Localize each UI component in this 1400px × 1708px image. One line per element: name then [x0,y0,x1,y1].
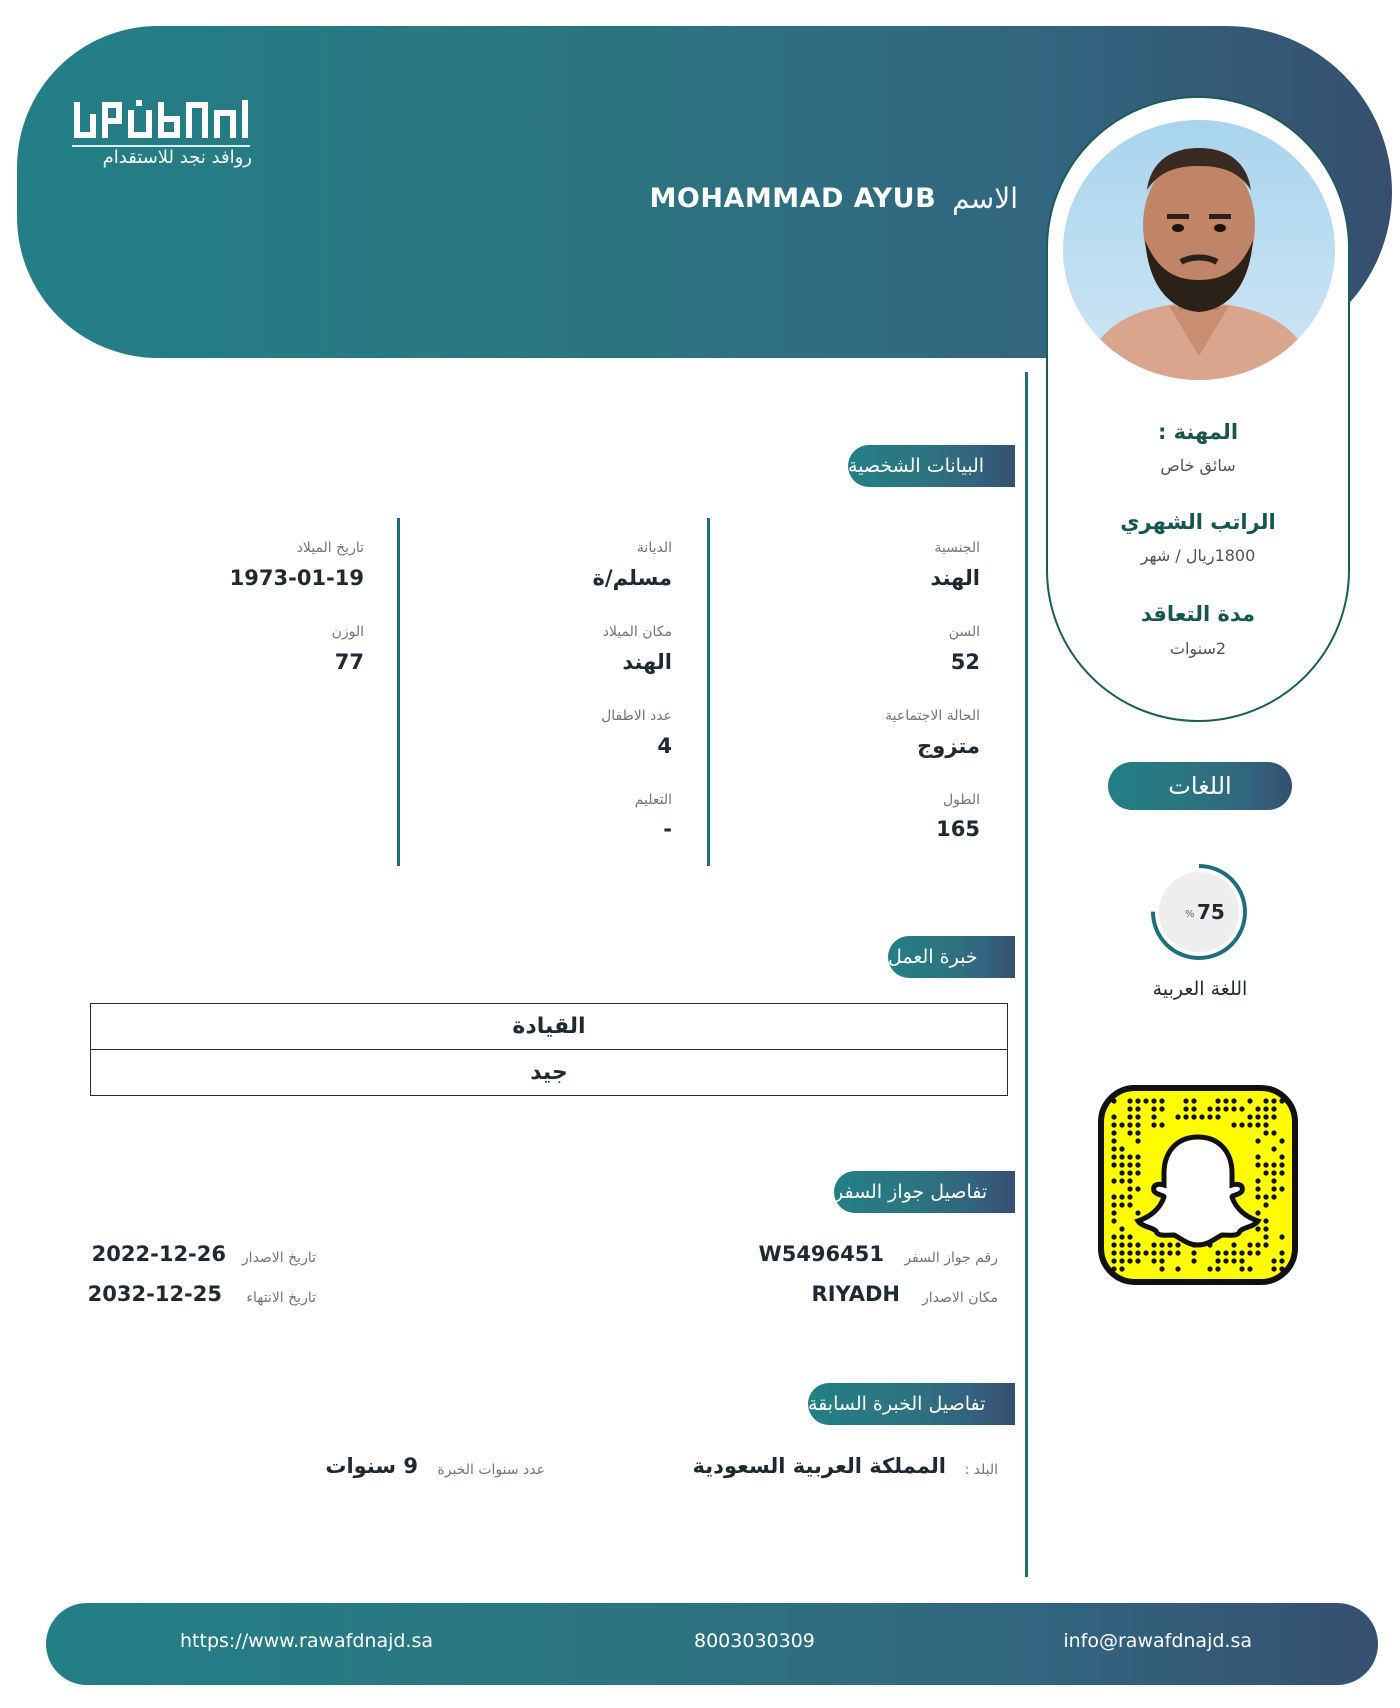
snapcode-dot [1255,1250,1260,1255]
birthplace-value: الهند [622,650,672,674]
column-divider [707,518,710,866]
snapcode-dot [1263,1122,1268,1127]
snapcode-dot [1215,1258,1220,1263]
snapcode-dot [1111,1258,1116,1263]
snapcode-dot [1191,1250,1196,1255]
education-value: - [663,817,672,841]
snapcode-dot [1135,1210,1140,1215]
occupation-title: المهنة : [1157,420,1239,444]
snapcode-dot [1159,1258,1164,1263]
snapcode-dot [1143,1250,1148,1255]
snapcode-dot [1127,1250,1132,1255]
snapcode-dot [1111,1098,1116,1103]
birthplace-label: مكان الميلاد [602,624,672,640]
footer-phone[interactable]: 8003030309 [694,1630,815,1652]
snapcode-dot [1111,1242,1116,1247]
nationality-value: الهند [930,566,980,590]
snapcode-dot [1255,1138,1260,1143]
snapcode-dot [1135,1242,1140,1247]
passport-number-label: رقم جواز السفر [904,1250,998,1266]
snapcode-dot [1135,1106,1140,1111]
candidate-photo [1063,120,1335,380]
snapcode-dot [1151,1258,1156,1263]
snapcode-dot [1271,1130,1276,1135]
snapcode-dot [1135,1138,1140,1143]
snapcode-dot [1127,1178,1132,1183]
snapcode-dot [1111,1210,1116,1215]
snapcode-dot [1255,1154,1260,1159]
nationality-label: الجنسية [934,540,980,556]
timeline-line [1025,372,1028,1577]
snapcode-dot [1247,1122,1252,1127]
snapcode-dot [1151,1242,1156,1247]
snapcode-dot [1255,1186,1260,1191]
snapcode-dot [1111,1114,1116,1119]
snapcode-dot [1271,1178,1276,1183]
snapcode-dot [1191,1258,1196,1263]
snapcode-dot [1191,1106,1196,1111]
snapcode-dot [1119,1258,1124,1263]
snapcode-dot [1151,1250,1156,1255]
salary-title: الراتب الشهري [1120,510,1276,534]
snapcode-dot [1231,1098,1236,1103]
snapcode-dot [1127,1234,1132,1239]
snapcode-dot [1119,1234,1124,1239]
expiry-date: 2032-12-25 [87,1282,222,1306]
passport-number: W5496451 [758,1242,884,1266]
skill-name: القيادة [512,1014,586,1039]
snapcode-dot [1207,1266,1212,1271]
snapcode-dot [1127,1106,1132,1111]
snapcode-dot [1167,1242,1172,1247]
footer-email-link[interactable]: info@rawafdnajd.sa [1063,1630,1252,1652]
section-previous-experience: تفاصيل الخبرة السابقة [808,1383,1015,1425]
snapcode-dot [1215,1098,1220,1103]
snapcode-dot [1263,1194,1268,1199]
candidate-name: MOHAMMAD AYUB [649,183,937,214]
snapcode-dot [1239,1266,1244,1271]
snapcode-dot [1159,1122,1164,1127]
snapcode-dot [1111,1122,1116,1127]
language-name: اللغة العربية [1152,978,1248,1000]
snapcode-dot [1127,1162,1132,1167]
snapcode-dot [1263,1130,1268,1135]
section-experience: خبرة العمل [888,936,1015,978]
snapcode-dot [1135,1122,1140,1127]
snapcode-dot [1231,1250,1236,1255]
snapcode-dot [1127,1242,1132,1247]
snapcode-dot [1127,1258,1132,1263]
snapcode-dot [1247,1266,1252,1271]
snapcode-qr[interactable] [1098,1085,1298,1285]
snapcode-dot [1255,1194,1260,1199]
snapcode-dot [1279,1266,1284,1271]
snapcode-dot [1255,1122,1260,1127]
snapcode-dot [1255,1106,1260,1111]
snapcode-dot [1111,1162,1116,1167]
snapcode-dot [1127,1114,1132,1119]
children-label: عدد الاطفال [601,708,672,724]
snapcode-dot [1111,1154,1116,1159]
snapcode-dot [1271,1170,1276,1175]
snapcode-dot [1263,1234,1268,1239]
snapcode-dot [1175,1266,1180,1271]
snapcode-dot [1111,1194,1116,1199]
snapcode-dot [1111,1218,1116,1223]
country-value: المملكة العربية السعودية [692,1454,946,1478]
height-label: الطول [942,792,980,808]
snapcode-dot [1151,1106,1156,1111]
snapcode-dot [1271,1106,1276,1111]
snapcode-dot [1247,1098,1252,1103]
age-value: 52 [950,650,980,674]
snapcode-dot [1279,1186,1284,1191]
snapcode-dot [1239,1106,1244,1111]
snapcode-dot [1263,1162,1268,1167]
snapcode-dot [1199,1114,1204,1119]
snapcode-dot [1263,1218,1268,1223]
snapcode-dot [1127,1202,1132,1207]
occupation-value: سائق خاص [1160,456,1236,475]
snapcode-dot [1263,1202,1268,1207]
snapcode-dot [1231,1258,1236,1263]
section-personal: البيانات الشخصية [848,445,1015,487]
snapcode-dot [1263,1170,1268,1175]
column-divider [397,518,400,866]
snapcode-dot [1247,1242,1252,1247]
issue-date: 2022-12-26 [91,1242,226,1266]
snapcode-dot [1159,1266,1164,1271]
snapcode-dot [1271,1146,1276,1151]
skill-level: جيد [91,1049,1007,1095]
snapcode-dot [1263,1226,1268,1231]
snapcode-dot [1207,1114,1212,1119]
snapcode-dot [1215,1266,1220,1271]
issue-place-label: مكان الاصدار [922,1290,998,1306]
snapcode-dot [1255,1114,1260,1119]
weight-label: الوزن [331,624,364,640]
country-label: البلد : [964,1462,998,1478]
contract-title: مدة التعاقد [1140,602,1256,626]
section-passport: تفاصيل جواز السفر [834,1171,1015,1213]
snapcode-dot [1191,1114,1196,1119]
language-percent: 75 [1197,900,1225,924]
snapcode-dot [1151,1114,1156,1119]
height-value: 165 [936,817,980,841]
snapcode-dot [1127,1122,1132,1127]
snapcode-dot [1119,1226,1124,1231]
percent-sign: % [1185,909,1195,920]
education-label: التعليم [634,792,672,808]
snapcode-dot [1263,1114,1268,1119]
snapcode-dot [1271,1098,1276,1103]
snapcode-dot [1135,1186,1140,1191]
snapcode-dot [1127,1186,1132,1191]
name-label: الاسم [952,182,1018,215]
snapcode-dot [1119,1250,1124,1255]
snapcode-dot [1239,1258,1244,1263]
snapcode-dot [1279,1234,1284,1239]
snapcode-dot [1127,1130,1132,1135]
experience-years-label: عدد سنوات الخبرة [437,1462,545,1478]
snapcode-dot [1119,1202,1124,1207]
snapcode-dot [1111,1138,1116,1143]
snapcode-dot [1119,1242,1124,1247]
snapcode-dot [1111,1146,1116,1151]
snapcode-dot [1135,1114,1140,1119]
snapcode-dot [1223,1098,1228,1103]
snapcode-dot [1135,1098,1140,1103]
company-logo-icon [72,96,252,142]
snapcode-dot [1151,1122,1156,1127]
snapcode-dot [1159,1106,1164,1111]
snapcode-dot [1175,1114,1180,1119]
snapcode-dot [1263,1098,1268,1103]
snapcode-dot [1279,1170,1284,1175]
snapcode-dot [1239,1122,1244,1127]
snapcode-dot [1271,1186,1276,1191]
snapcode-dot [1119,1146,1124,1151]
snapcode-dot [1135,1258,1140,1263]
language-progress-ring [1147,860,1251,964]
snapcode-dot [1231,1106,1236,1111]
snapcode-dot [1263,1242,1268,1247]
snapcode-dot [1239,1250,1244,1255]
snapcode-dot [1111,1130,1116,1135]
snapcode-dot [1279,1138,1284,1143]
snapcode-dot [1111,1250,1116,1255]
children-value: 4 [657,734,672,758]
snapcode-dot [1167,1250,1172,1255]
snapcode-dot [1119,1122,1124,1127]
snapcode-dot [1183,1114,1188,1119]
snapcode-dot [1111,1234,1116,1239]
marital-label: الحالة الاجتماعية [885,708,980,724]
snapcode-dot [1247,1114,1252,1119]
snapcode-dot [1271,1194,1276,1199]
snapcode-dot [1215,1106,1220,1111]
issue-place: RIYADH [811,1282,900,1306]
snapcode-dot [1119,1162,1124,1167]
contract-value: 2سنوات [1169,639,1227,658]
snapcode-dot [1135,1154,1140,1159]
snapcode-dot [1255,1226,1260,1231]
snapcode-dot [1191,1098,1196,1103]
issue-date-label: تاريخ الاصدار [241,1250,316,1266]
snapcode-dot [1231,1122,1236,1127]
snapcode-dot [1255,1162,1260,1167]
snapcode-dot [1215,1114,1220,1119]
snapcode-dot [1159,1242,1164,1247]
snapcode-dot [1255,1178,1260,1183]
skills-table [90,1003,1008,1096]
snapcode-dot [1159,1098,1164,1103]
snapcode-dot [1135,1162,1140,1167]
languages-title: اللغات [1108,762,1292,810]
snapcode-dot [1231,1242,1236,1247]
snapcode-dot [1279,1162,1284,1167]
salary-value: 1800ريال / شهر [1140,546,1256,565]
snapcode-dot [1127,1154,1132,1159]
birthdate-label: تاريخ الميلاد [296,540,364,556]
snapcode-dot [1175,1242,1180,1247]
snapcode-dot [1127,1170,1132,1175]
snapcode-dot [1223,1250,1228,1255]
snapcode-dot [1135,1130,1140,1135]
snapcode-dot [1127,1098,1132,1103]
snapcode-dot [1279,1258,1284,1263]
snapcode-dot [1135,1170,1140,1175]
religion-value: مسلم/ة [592,566,672,590]
snapcode-dot [1215,1250,1220,1255]
experience-years: 9 سنوات [325,1454,418,1478]
snapcode-dot [1271,1114,1276,1119]
expiry-date-label: تاريخ الانتهاء [246,1290,316,1306]
snapcode-dot [1255,1242,1260,1247]
snapcode-dot [1119,1194,1124,1199]
snapcode-dot [1127,1194,1132,1199]
snapcode-dot [1279,1154,1284,1159]
snapcode-dot [1223,1106,1228,1111]
snapcode-dot [1119,1154,1124,1159]
snapcode-dot [1143,1098,1148,1103]
snapcode-dot [1151,1098,1156,1103]
age-label: السن [948,624,980,640]
religion-label: الديانة [636,540,672,556]
footer-website-link[interactable]: https://www.rawafdnajd.sa [180,1630,434,1652]
snapcode-dot [1175,1250,1180,1255]
weight-value: 77 [334,650,364,674]
snapcode-dot [1119,1178,1124,1183]
snapcode-dot [1207,1106,1212,1111]
snapcode-dot [1111,1178,1116,1183]
snapcode-dot [1183,1098,1188,1103]
snapcode-dot [1279,1098,1284,1103]
snapcode-dot [1271,1258,1276,1263]
marital-value: متزوج [917,734,980,758]
snapcode-dot [1223,1258,1228,1263]
snapcode-dot [1263,1106,1268,1111]
snapcode-dot [1111,1202,1116,1207]
snapcode-dot [1111,1266,1116,1271]
snapcode-dot [1119,1170,1124,1175]
snapcode-dot [1255,1210,1260,1215]
snapcode-dot [1183,1106,1188,1111]
snapcode-dot [1159,1250,1164,1255]
snapcode-dot [1247,1250,1252,1255]
snapcode-dot [1271,1162,1276,1167]
snapcode-dot [1119,1266,1124,1271]
snapcode-dot [1271,1266,1276,1271]
company-name: روافد نجد للاستقدام [102,147,252,168]
snapcode-dot [1135,1250,1140,1255]
candidate-name-row [650,182,1018,215]
snapcode-dot [1279,1250,1284,1255]
birthdate-value: 1973-01-19 [229,566,364,590]
